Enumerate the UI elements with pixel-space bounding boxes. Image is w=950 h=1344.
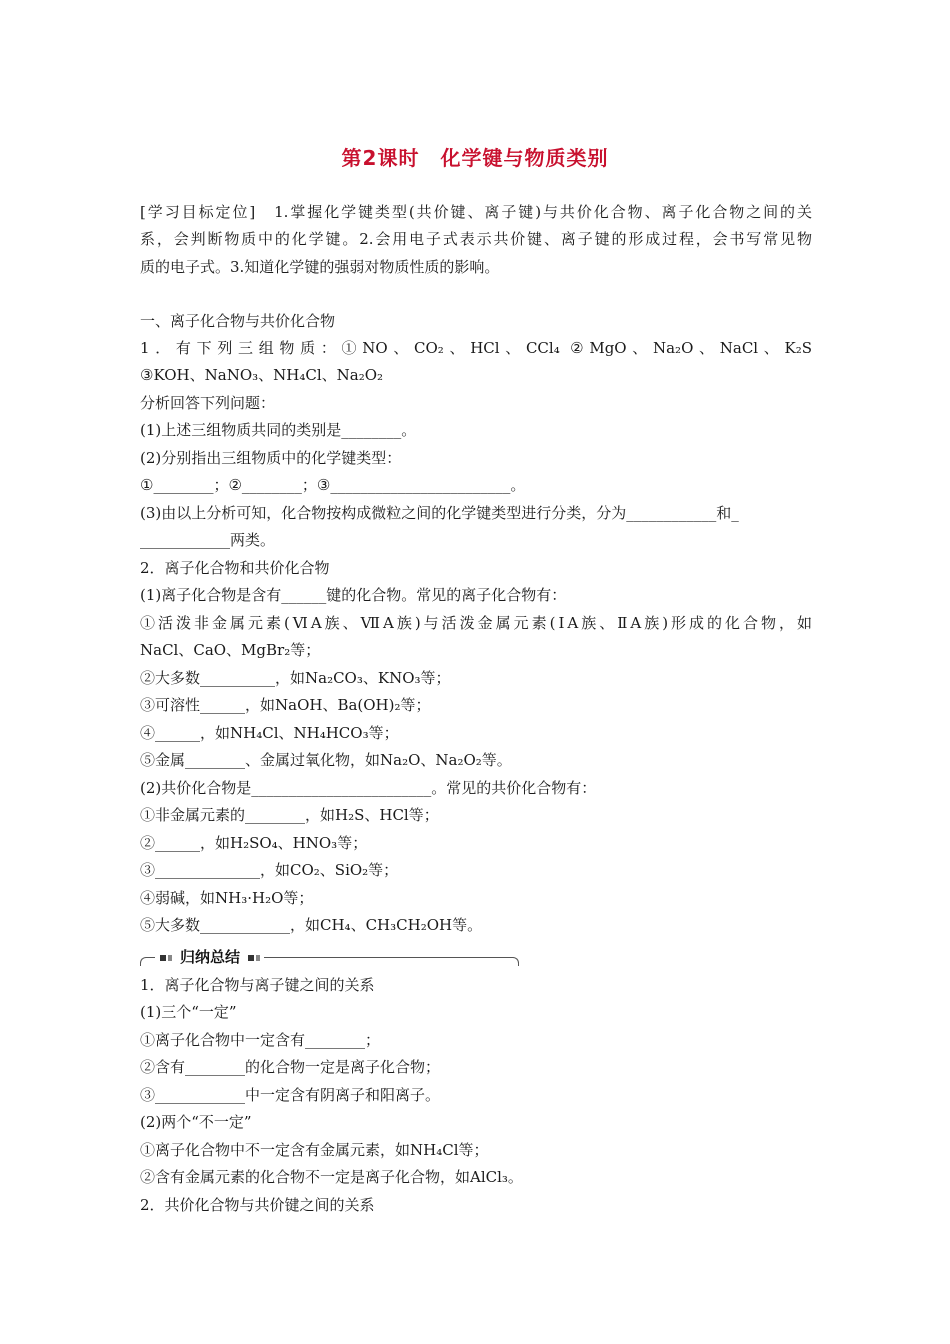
banner-rule-right <box>264 957 519 966</box>
covalent-definition: (2)共价化合物是________________________。常见的共价化合物有： <box>140 779 597 797</box>
page-title: 第2课时 化学键与物质类别 <box>341 146 609 170</box>
banner-marker-left-2 <box>168 955 172 961</box>
ionic-item-1-line-2: NaCl、CaO、MgBr₂等； <box>140 641 321 659</box>
summary-point-2-b: ②含有金属元素的化合物不一定是离子化合物，如AlCl₃。 <box>140 1168 523 1186</box>
banner-marker-right-2 <box>256 955 260 961</box>
question-1-part-2-blanks: ①________；②________；③________________________。 <box>140 476 526 494</box>
summary-label: 归纳总结 <box>180 948 241 966</box>
ionic-item-5: ⑤金属________、金属过氧化物，如Na₂O、Na₂O₂等。 <box>140 751 512 769</box>
summary-heading-1: 1．离子化合物与离子键之间的关系 <box>140 976 375 994</box>
question-1-part-1: (1)上述三组物质共同的类别是________。 <box>140 421 417 439</box>
ionic-item-4: ④______，如NH₄Cl、NH₄HCO₃等； <box>140 724 399 742</box>
banner-rule-left <box>140 957 155 966</box>
covalent-item-2: ②______，如H₂SO₄、HNO₃等； <box>140 834 368 852</box>
covalent-item-5: ⑤大多数____________，如CH₄、CH₃CH₂OH等。 <box>140 916 483 934</box>
covalent-item-1: ①非金属元素的________，如H₂S、HCl等； <box>140 806 439 824</box>
question-1-line-1: 1．有下列三组物质：①NO、CO₂、HCl、CCl₄ ②MgO、Na₂O、NaCl、K₂S <box>140 339 812 357</box>
question-1-part-2: (2)分别指出三组物质中的化学键类型： <box>140 449 402 467</box>
objectives-line-1: [学习目标定位] 1.掌握化学键类型(共价键、离子键)与共价化合物、离子化合物之间的关 <box>140 203 812 221</box>
covalent-item-4: ④弱碱，如NH₃·H₂O等； <box>140 889 314 907</box>
ionic-item-3: ③可溶性______，如NaOH、Ba(OH)₂等； <box>140 696 431 714</box>
question-1-part-3-line-2: ____________两类。 <box>140 531 276 549</box>
question-1-intro: 分析回答下列问题： <box>140 394 276 412</box>
summary-point-1-c: ③____________中一定含有阴离子和阳离子。 <box>140 1086 441 1104</box>
question-2-heading: 2．离子化合物和共价化合物 <box>140 559 330 577</box>
summary-point-1-a: ①离子化合物中一定含有________； <box>140 1031 381 1049</box>
banner-marker-left <box>160 955 166 961</box>
summary-banner <box>140 946 520 970</box>
covalent-item-3: ③______________，如CO₂、SiO₂等； <box>140 861 399 879</box>
summary-point-1-b: ②含有________的化合物一定是离子化合物； <box>140 1058 441 1076</box>
banner-marker-right <box>248 955 254 961</box>
ionic-item-1-line-1: ①活泼非金属元素(ⅥA族、ⅦA族)与活泼金属元素(ⅠA族、ⅡA族)形成的化合物，如 <box>140 614 812 632</box>
summary-point-2-a: ①离子化合物中不一定含有金属元素，如NH₄Cl等； <box>140 1141 489 1159</box>
ionic-definition: (1)离子化合物是含有______键的化合物。常见的离子化合物有： <box>140 586 567 604</box>
question-1-line-2: ③KOH、NaNO₃、NH₄Cl、Na₂O₂ <box>140 366 384 384</box>
section-heading: 一、离子化合物与共价化合物 <box>140 312 336 330</box>
summary-point-2: (2)两个“不一定” <box>140 1113 252 1131</box>
objectives-line-2: 系，会判断物质中的化学键。2.会用电子式表示共价键、离子键的形成过程，会书写常见物 <box>140 230 812 248</box>
question-1-part-3-line-1: (3)由以上分析可知，化合物按构成微粒之间的化学键类型进行分类，分为____________和_ <box>140 504 739 522</box>
summary-heading-2: 2．共价化合物与共价键之间的关系 <box>140 1196 375 1214</box>
summary-point-1: (1)三个“一定” <box>140 1003 237 1021</box>
ionic-item-2: ②大多数__________，如Na₂CO₃、KNO₃等； <box>140 669 451 687</box>
objectives-line-3: 质的电子式。3.知道化学键的强弱对物质性质的影响。 <box>140 258 500 276</box>
